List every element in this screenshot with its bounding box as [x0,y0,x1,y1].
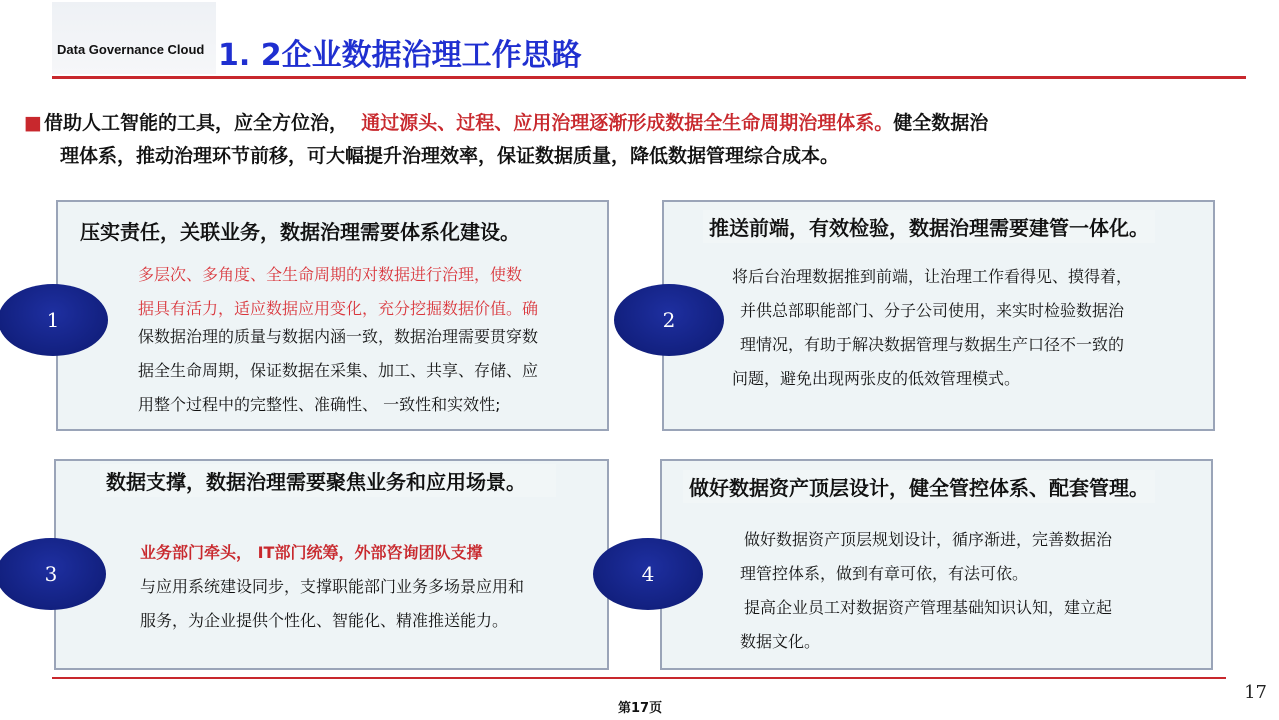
card-2-line4: 问题，避免出现两张皮的低效管理模式。 [732,369,1021,388]
card-1-line2: 据具有活力，适应数据应用变化，充分挖掘数据价值。确 [138,299,539,318]
intro-paragraph [24,107,1244,173]
page-title: 1. 2企业数据治理工作思路 [218,38,582,73]
card-4-text [740,523,1208,659]
card-4-line1: 做好数据资产顶层规划设计，循序渐进，完善数据治 [744,530,1113,549]
card-1-line5: 用整个过程中的完整性、准确性、 一致性和实效性; [138,395,501,414]
card-4-line2: 理管控体系，做到有章可依，有法可依。 [740,564,1029,583]
number-badge-1: 1 [0,284,108,356]
card-3-line3: 服务，为企业提供个性化、智能化、精准推送能力。 [140,611,509,630]
intro-highlight: 通过源头、过程、应用治理逐渐形成数据全生命周期治理体系。 [361,112,894,134]
number-badge-2: 2 [614,284,724,356]
page-label: 第17页 [618,701,663,716]
card-2-title: 推送前端，有效检验，数据治理需要建管一体化。 [703,210,1155,243]
card-1-title: 压实责任，关联业务，数据治理需要体系化建设。 [80,220,520,244]
number-badge-4: 4 [593,538,703,610]
card-3-text [140,536,605,638]
intro-part1: 借助人工智能的工具，应全方位治， [44,112,349,134]
footer-divider [52,677,1226,679]
card-3-title: 数据支撑，数据治理需要聚焦业务和应用场景。 [100,464,556,497]
card-3-line2: 与应用系统建设同步，支撑职能部门业务多场景应用和 [140,577,525,596]
card-1-line4: 据全生命周期，保证数据在采集、加工、共享、存储、应 [138,361,539,380]
card-2-line2: 并供总部职能部门、分子公司使用，来实时检验数据治 [740,301,1125,320]
card-1-line3: 保数据治理的质量与数据内涵一致，数据治理需要贯穿数 [138,327,539,346]
page-number: 17 [1244,682,1267,703]
header-divider [52,76,1246,79]
card-2-line1: 将后台治理数据推到前端，让治理工作看得见、摸得着， [732,267,1133,286]
card-4-title: 做好数据资产顶层设计，健全管控体系、配套管理。 [683,470,1155,503]
logo-background [52,2,216,74]
intro-part3: 健全数据治 [893,112,989,134]
card-2-text [732,260,1210,396]
card-4-line3: 提高企业员工对数据资产管理基础知识认知，建立起 [744,598,1113,617]
logo-text: Data Governance Cloud [57,42,205,57]
card-1-line1: 多层次、多角度、全生命周期的对数据进行治理，使数 [138,265,523,284]
card-3-line1: 业务部门牵头， IT部门统筹，外部咨询团队支撑 [140,543,483,562]
card-2-line3: 理情况，有助于解决数据管理与数据生产口径不一致的 [740,335,1125,354]
card-1-text [138,258,608,422]
bullet-square-icon: ■ [24,112,42,134]
intro-line2: 理体系，推动治理环节前移，可大幅提升治理效率，保证数据质量，降低数据管理综合成本。 [60,145,840,167]
card-4-line4: 数据文化。 [740,632,821,651]
number-badge-3: 3 [0,538,106,610]
